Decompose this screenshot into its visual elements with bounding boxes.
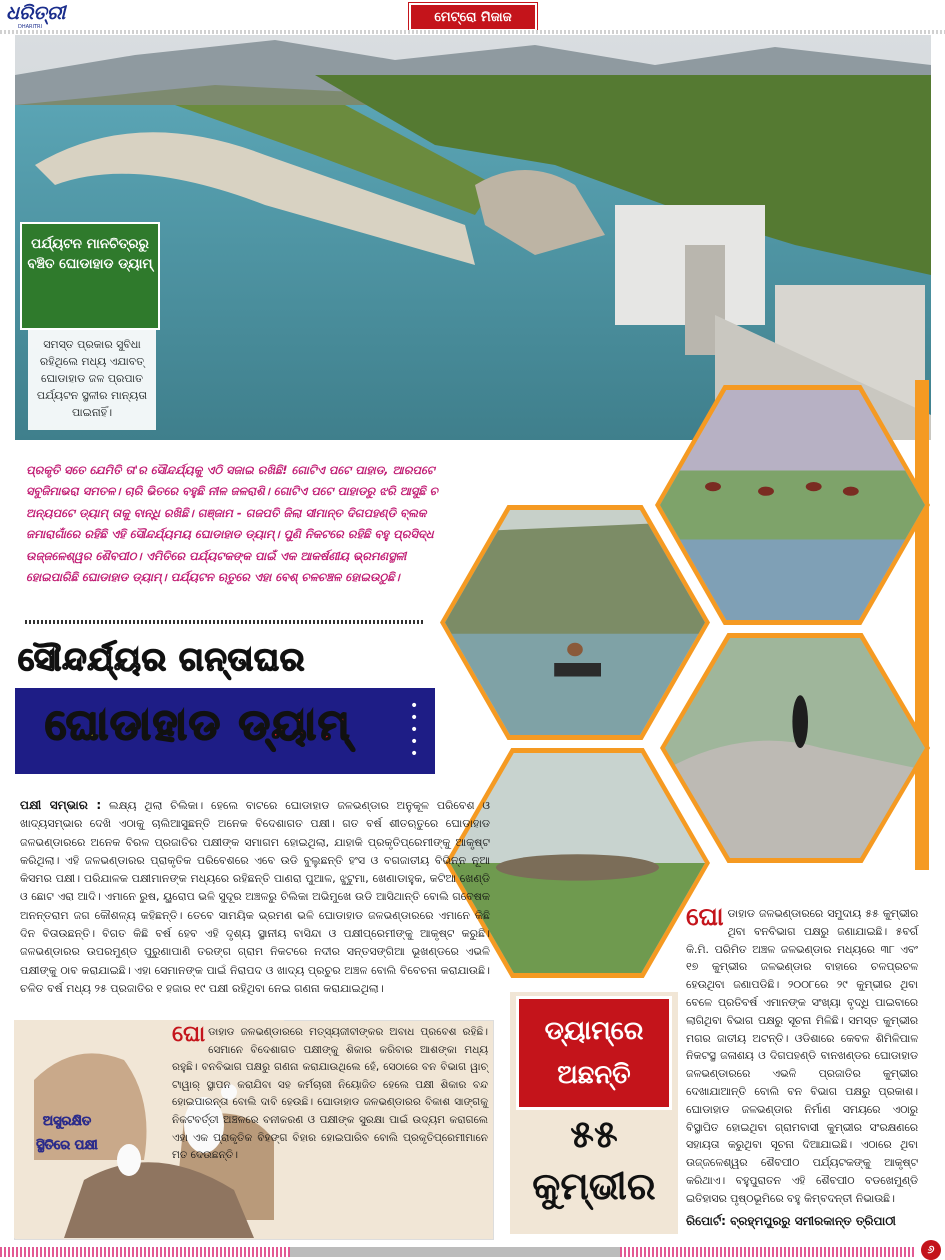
headline-main [45, 700, 351, 750]
reporter-byline: ରିପୋର୍ଟ: ବ୍ରହ୍ମପୁରରୁ ସମୀରକାନ୍ତ ତ୍ରିପାଠୀ [686, 1214, 896, 1228]
croc-heading-line2: ଅଛନ୍ତି [557, 1060, 631, 1090]
croc-count: ୫୫ [570, 1112, 618, 1156]
hero-caption-title: ପର୍ଯ୍ୟଟନ ମାନଚିତ୍ରରୁ ବଞ୍ଚିତ ଘୋଡାହାଡ ଡ୍ୟାମ୍ [20, 222, 160, 330]
logo-subtext: DHARITRI [18, 24, 42, 30]
header-divider [0, 30, 945, 34]
orange-accent-bar [915, 380, 929, 870]
logo-text: ଧରିତ୍ରୀ [6, 2, 66, 24]
croc-infobox-heading [516, 996, 672, 1110]
page-number: ୬ [921, 1240, 941, 1260]
bird-article-dropcap: ଘୋ [172, 1022, 206, 1047]
footer-gray-bar [290, 1247, 620, 1257]
croc-heading-line1: ଡ୍ୟାମ୍‌ରେ [544, 1016, 644, 1046]
croc-article-text: ଡାହାଡ ଜଳଭଣ୍ଡାରରେ ସମୁଦାୟ ୫୫ କୁମ୍ଭୀର ଥିବା ବନବିଭାଗ ପକ୍ଷରୁ ଜଣାଯାଇଛି। ୫ବର୍ଗ କି.ମି. ପରିମିତ ଅଞ୍ଚଳ ଜଳଭଣ୍ଡାର ମଧ୍ୟରେ ୩୮ ଏବଂ ୧୭ କୁମ୍ଭୀର ଜଳଭଣ୍ଡାର ବାହାରେ ଚଳପ୍ରଚଳ ହେଉଥିବା ଜଣାପଡିଛି। ୨୦୦୮ରେ ୨୯ କୁମ୍ଭୀର ଥିବା ବେଳେ ପ୍ରତିବର୍ଷ ଏମାନଙ୍କ ସଂଖ୍ୟା ବୃଦ୍ଧି ପାଇବାରେ ଲାଗିଥିବା ବିଭାଗ ପକ୍ଷରୁ ସୂଚନା ମିଳିଛି। ସମସ୍ତ କୁମ୍ଭୀର ମଗର ଜାତୀୟ ଅଟନ୍ତି। ଓଡିଶାରେ କେବଳ ଶିମିଳିପାଳ ନିକଟସ୍ଥ ଜଳାଶୟ ଓ ଦିଗପହଣ୍ଡି ବାନଖଣ୍ଡର ଘୋଡାହାଡ ଜଳଭଣ୍ଡାରରେ ଏଭଳି ପ୍ରଜାତିର କୁମ୍ଭୀର ଦେଖାଯାଆନ୍ତି ବୋଲି ବନ ବିଭାଗ ପକ୍ଷରୁ ପ୍ରକାଶ। ଘୋଡାହାଡ ଜଳଭଣ୍ଡାର ନିର୍ମାଣ ସମୟରେ ଏଠାରୁ ବିସ୍ଥାପିତ ହୋଇଥିବା ଗ୍ରାମବାସୀ କୁମ୍ଭୀର ସଂରକ୍ଷଣରେ ସହାୟତା କରୁଥିବା ସୂଚନା ଦିଆଯାଇଛି। ଏଠାରେ ଥିବା ଉଜ୍ଜଳେଶ୍ୱର ଶୈବପୀଠ ପର୍ଯ୍ୟଟକଙ୍କୁ ଆକୃଷ୍ଟ କରିଥାଏ। ବହୁପୁରାତନ ଏହି ଶୈବପୀଠ ବଡଖେମୁଣ୍ଡି ଇତିହାସର ପୃଷ୍ଠଭୂମିରେ ବହୁ କିମ୍ବଦନ୍ତୀ ନିଭାଉଛି। [686, 907, 918, 1205]
hex-photo-cormorant [660, 633, 930, 863]
intro-paragraph: ପ୍ରକୃତି ସତେ ଯେମିତି ତା'ର ସୌନ୍ଦର୍ଯ୍ୟକୁ ଏଠି ସଜାଇ ରଖିଛି! ଗୋଟିଏ ପଟେ ପାହାଡ, ଆରପଟେ ସବୁଜିମାଭରା ସମତଳ। ଚାରି ଭିତରେ ବହୁଛି ନୀଳ ଜଳରାଶି। ଗୋଟିଏ ପଟେ ପାହାଡରୁ ଝରି ଆସୁଛି ଚ ଅନ୍ୟପଟେ ଡ୍ୟାମ୍ ତାକୁ ବାନ୍ଧି ରଖିଛି। ଗଞ୍ଜାମ - ଗଜପତି ଜିଲା ସୀମାନ୍ତ ଦିଗପହଣ୍ଡି ବ୍ଲକ ଜମାରାଗାଁରେ ରହିଛି ଏହି ସୌନ୍ଦର୍ଯ୍ୟମୟ ଘୋଡାହାଡ ଡ୍ୟାମ୍। ପୁଣି ନିକଟରେ ରହିଛି ବହୁ ପ୍ରସିଦ୍ଧ ଉଜ୍ଜଳେଶ୍ୱର ଶୈବପୀଠ। ଏମିତିରେ ପର୍ଯ୍ୟଟକଙ୍କ ପାଇଁ ଏକ ଆକର୍ଷଣୀୟ ଭ୍ରମଣସ୍ଥଳୀ ହୋଇପାରିଛି ଘୋଡାହାଡ ଡ୍ୟାମ୍। ପର୍ଯ୍ୟଟନ ଋତୁରେ ଏହା ବେଶ୍ ଚଳଚଞ୍ଚଳ ହୋଇଉଠୁଛି। [26, 463, 438, 585]
bird-photo-caption: ଅସୁରକ୍ଷିତ ସ୍ଥିତିରେ ପକ୍ଷୀ [36, 1114, 98, 1153]
section-tag: ମେଟ୍ରୋ ମିଜାଜ [409, 3, 537, 31]
intro-divider [25, 620, 423, 624]
croc-word: କୁମ୍ଭୀର [532, 1164, 656, 1208]
croc-article [686, 902, 918, 1208]
birds-article-lead: ପକ୍ଷୀ ସମ୍ଭାର : [20, 798, 102, 812]
bird-article-text: ଡାହାଡ ଜଳଭଣ୍ଡାରରେ ମତ୍ସ୍ୟଜୀବୀଙ୍କର ଅବାଧ ପ୍ରବେଶ ରହିଛି। ସେମାନେ ବିଦେଶାଗତ ପକ୍ଷୀଙ୍କୁ ଶିକାର କରିବାର ଆଶଙ୍କା ମଧ୍ୟ ରହୁଛି। ବନବିଭାଗ ପକ୍ଷରୁ ଗଣନା କରାଯାଉଥିଲେ ହେଁ, ସେଠାରେ ବନ ବିଭାଗ ୱାଚ୍ ଟାୱାର୍ ସ୍ଥାପନ କରାଯିବା ସହ କର୍ମଚାରୀ ନିୟୋଜିତ ହେଲେ ପକ୍ଷୀ ଶିକାର ବନ୍ଦ ହୋଇପାରନ୍ତା ବୋଲି ଦାବି ହେଉଛି। ଘୋଡାହାଡ ଜଳଭଣ୍ଡାରର ବିକାଶ ସାଙ୍ଗକୁ ନିକଟବର୍ତ୍ତୀ ଅଞ୍ଚଳରେ ବନୀକରଣ ଓ ପକ୍ଷୀଙ୍କ ସୁରକ୍ଷା ପାଇଁ ଉଦ୍ୟମ କରାଗଲେ ଏହା ଏକ ପ୍ରାକୃତିକ ବିହଙ୍ଗ ବିହାର ହୋଇପାରିବ ବୋଲି ପ୍ରକୃତିପ୍ରେମୀମାନେ ମତ ଦେଉଛନ୍ତି। [172, 1026, 488, 1162]
birds-article [20, 796, 490, 998]
birds-article-text: ଲକ୍ଷ୍ୟ ଥିଲା ଚିଲିକା। ହେଲେ ବାଟରେ ଘୋଡାହାଡ ଜଳଭଣ୍ଡାର ଅନୁକୂଳ ପରିବେଶ ଓ ଖାଦ୍ୟସମ୍ଭାର ଦେଖି ଏଠାକୁ ଚାଲିଆସୁଛନ୍ତି ଅନେକ ବିଦେଶାଗତ ପକ୍ଷୀ। ଗତ ବର୍ଷ ଶୀତଋତୁରେ ଘୋଡାହାଡ ଜଳଭଣ୍ଡାରରେ ଅନେକ ବିରଳ ପ୍ରଜାତିର ପକ୍ଷୀଙ୍କ ସମାଗମ ହୋଇଥିଲା, ଯାହାକି ପ୍ରକୃତିପ୍ରେମୀଙ୍କୁ ଆକୃଷ୍ଟ କରିଥିଲା। ଏହି ଜଳଭଣ୍ଡାରର ପ୍ରାକୃତିକ ପରିବେଶରେ ଏବେ ଉଡି ବୁଲୁଛନ୍ତି ହଂସ ଓ ବଗଜାତୀୟ ବିଭିନ୍ନ ନୂଆ କିସମର ପକ୍ଷୀ। ପରିଯାଳକ ପକ୍ଷୀମାନଙ୍କ ମଧ୍ୟରେ ରହିଛନ୍ତି ପାଣରା ପୁଆଳ, ଝୁଟୁମା, ଖେଣାଡାହୁକ, କଟିଆ ଖେଣ୍ଡି ଓ ଛୋଟ ଏରା ଆଦି। ଏମାନେ ରୁଷ, ୟୁରୋପ ଭଳି ସୁଦୂର ଅଞ୍ଚଳରୁ ଚିଲିକା ଅଭିମୁଖେ ଉଡି ଆସିଥାନ୍ତି ବୋଲି ଗବେଷକ ଅନନ୍ତରାମ ଜଗ କୌଶଳ୍ୟ କହିଛନ୍ତି। ତେବେ ସାମୟିକ ଭ୍ରମଣ ଭଳି ଘୋଡାହାଡ ଜଳଭଣ୍ଡାରରେ ଏମାନେ କିଛି ଦିନ ବିତାଉଛନ୍ତି। ବିଗତ କିଛି ବର୍ଷ ହେବ ଏହି ଦୃଶ୍ୟ ସ୍ଥାନୀୟ ବାସିନ୍ଦା ଓ ପକ୍ଷୀପ୍ରେମୀଙ୍କୁ ଆକୃଷ୍ଟ କରୁଛି। ଜଳଭଣ୍ଡାରର ଉପରମୁଣ୍ଡ ପୁରୁଣାପାଣି ତରଙ୍ଗ ଗ୍ରାମ ନିକଟରେ ନଦୀର ସନ୍ତସଙ୍ଗିଆ ଭୂଖଣ୍ଡରେ ଏଭଳି ପକ୍ଷୀଙ୍କୁ ଠାବ କରାଯାଇଛି। ଏହା ସେମାନଙ୍କ ପାଇଁ ନିରାପଦ ଓ ଖାଦ୍ୟ ପ୍ରଚୁର ଅଞ୍ଚଳ ବୋଲି ବିବେଚନା କରାଯାଉଛି। ଚଳିତ ବର୍ଷ ମଧ୍ୟ ୨୫ ପ୍ରଜାତିର ୧ ହଜାର ୧୯ ପକ୍ଷୀ ରହିଥିବା ନେଇ ଗଣନା କରାଯାଇଥିଲା। [20, 799, 491, 995]
masthead-logo [6, 2, 66, 32]
bird-safety-article [172, 1024, 488, 1165]
headline-dots: • • • • • [410, 698, 419, 762]
croc-article-dropcap: ଘୋ [686, 902, 724, 931]
hero-caption-text: ସମସ୍ତ ପ୍ରକାର ସୁବିଧା ରହିଥିଲେ ମଧ୍ୟ ଏଯାବତ୍ ଘୋଡାହାଡ ଜଳ ପ୍ରପାତ ପର୍ଯ୍ୟଟନ ସ୍ଥଳୀର ମାନ୍ୟତା ପାଇନାହିଁ। [28, 330, 156, 430]
headline-main-a: ଘୋଡାହାଡ [45, 700, 223, 749]
headline-main-b: ଡ୍ୟାମ୍ [238, 700, 352, 749]
hex-photo-boat [440, 505, 710, 740]
headline-kicker: ସୌନ୍ଦର୍ଯ୍ୟର ଗନ୍ତାଘର [18, 640, 306, 678]
